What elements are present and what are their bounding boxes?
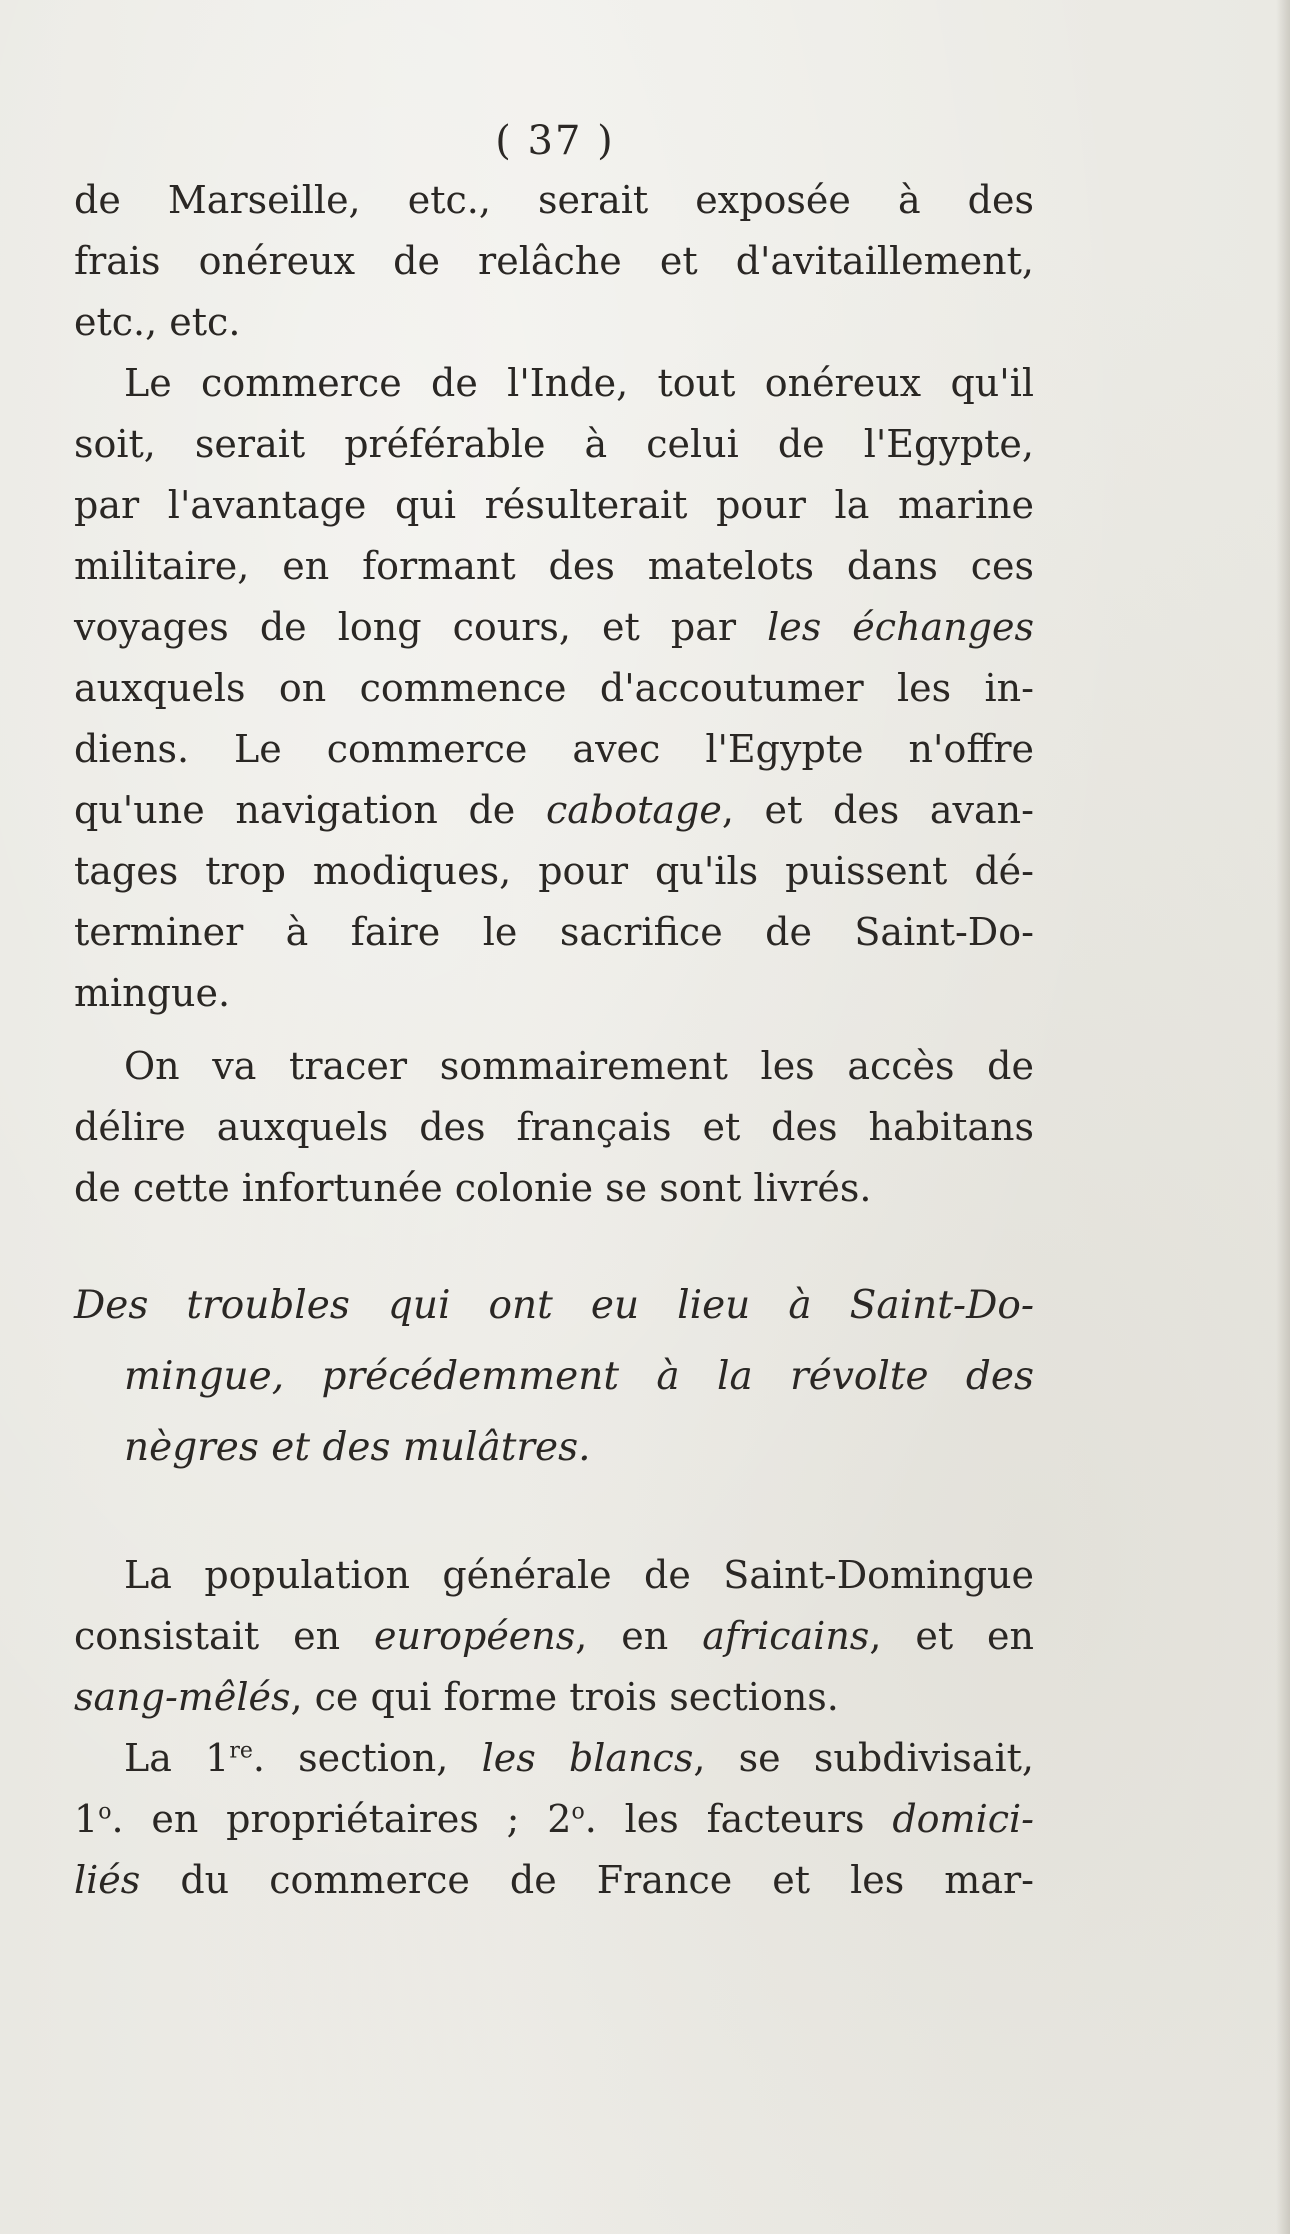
text-line: tages trop modiques, pour qu'ils puissent dé- bbox=[74, 849, 1034, 893]
text-line: La population générale de Saint-Domingue bbox=[124, 1553, 1034, 1597]
text-line: frais onéreux de relâche et d'avitaillement, bbox=[74, 239, 1034, 283]
text-line: par l'avantage qui résulterait pour la marine bbox=[74, 483, 1034, 527]
text-line bbox=[74, 1728, 1034, 1789]
text-run: , et des avan- bbox=[721, 788, 1034, 832]
text-run: voyages de long cours, et par bbox=[74, 605, 768, 649]
heading-line: Des troubles qui ont eu lieu à Saint-Do- bbox=[74, 1283, 1034, 1328]
text-run: , ce qui forme trois sections. bbox=[290, 1675, 839, 1719]
text-line: Le commerce de l'Inde, tout onéreux qu'il bbox=[124, 361, 1034, 405]
italic-run: domici- bbox=[892, 1797, 1034, 1841]
heading-line: mingue, précédemment à la révolte des bbox=[124, 1354, 1034, 1399]
text-line: diens. Le commerce avec l'Egypte n'offre bbox=[74, 727, 1034, 771]
text-run: du commerce de France et les mar- bbox=[140, 1858, 1034, 1902]
italic-run: les blancs bbox=[481, 1736, 694, 1780]
text-line: militaire, en formant des matelots dans ces bbox=[74, 544, 1034, 588]
text-run: 1 bbox=[74, 1797, 99, 1841]
text-run: La 1 bbox=[124, 1736, 230, 1780]
italic-run: cabotage bbox=[545, 788, 722, 832]
text-run: . section, bbox=[252, 1736, 482, 1780]
paragraph-population bbox=[74, 1545, 1034, 1728]
text-run: . en propriétaires ; 2 bbox=[111, 1797, 572, 1841]
text-run: consistait en bbox=[74, 1614, 374, 1658]
italic-run: africains bbox=[702, 1614, 870, 1658]
text-line: de Marseille, etc., serait exposée à des bbox=[74, 178, 1034, 222]
superscript: o bbox=[98, 1799, 112, 1825]
paragraph-continuation bbox=[74, 170, 1034, 353]
text-line: On va tracer sommairement les accès de bbox=[124, 1044, 1034, 1088]
text-line: délire auxquels des français et des habitans bbox=[74, 1105, 1034, 1149]
text-line: de cette infortunée colonie se sont livrés. bbox=[74, 1166, 872, 1210]
page-number: ( 37 ) bbox=[495, 118, 615, 164]
paragraph-sections bbox=[74, 1728, 1034, 1911]
text-line bbox=[74, 1789, 1034, 1850]
text-line: mingue. bbox=[74, 971, 231, 1015]
italic-run: liés bbox=[74, 1858, 141, 1902]
text-run: , en bbox=[575, 1614, 703, 1658]
page-edge-shadow bbox=[1276, 0, 1290, 2234]
text-run: , et en bbox=[869, 1614, 1034, 1658]
text-line bbox=[74, 1606, 1034, 1667]
text-line: etc., etc. bbox=[74, 300, 241, 344]
superscript: o bbox=[571, 1799, 585, 1825]
text-line: terminer à faire le sacrifice de Saint-Do- bbox=[74, 910, 1034, 954]
text-line bbox=[74, 780, 1034, 841]
section-heading bbox=[74, 1270, 1034, 1483]
italic-run: européens bbox=[373, 1614, 576, 1658]
text-line: soit, serait préférable à celui de l'Egypte, bbox=[74, 422, 1034, 466]
text-line bbox=[74, 1850, 1034, 1911]
heading-line: nègres et des mulâtres. bbox=[124, 1425, 591, 1470]
text-line bbox=[74, 1667, 1034, 1728]
text-run: . les facteurs bbox=[584, 1797, 893, 1841]
superscript: re bbox=[229, 1738, 253, 1764]
italic-run: sang-mêlés bbox=[74, 1675, 291, 1719]
text-line: auxquels on commence d'accoutumer les in- bbox=[74, 666, 1034, 710]
paragraph-acces-de-delire bbox=[74, 1036, 1034, 1219]
text-run: qu'une navigation de bbox=[74, 788, 546, 832]
italic-run: les échanges bbox=[767, 605, 1034, 649]
text-line bbox=[74, 597, 1034, 658]
paragraph-commerce-inde bbox=[74, 353, 1034, 1024]
text-run: , se subdivisait, bbox=[693, 1736, 1034, 1780]
